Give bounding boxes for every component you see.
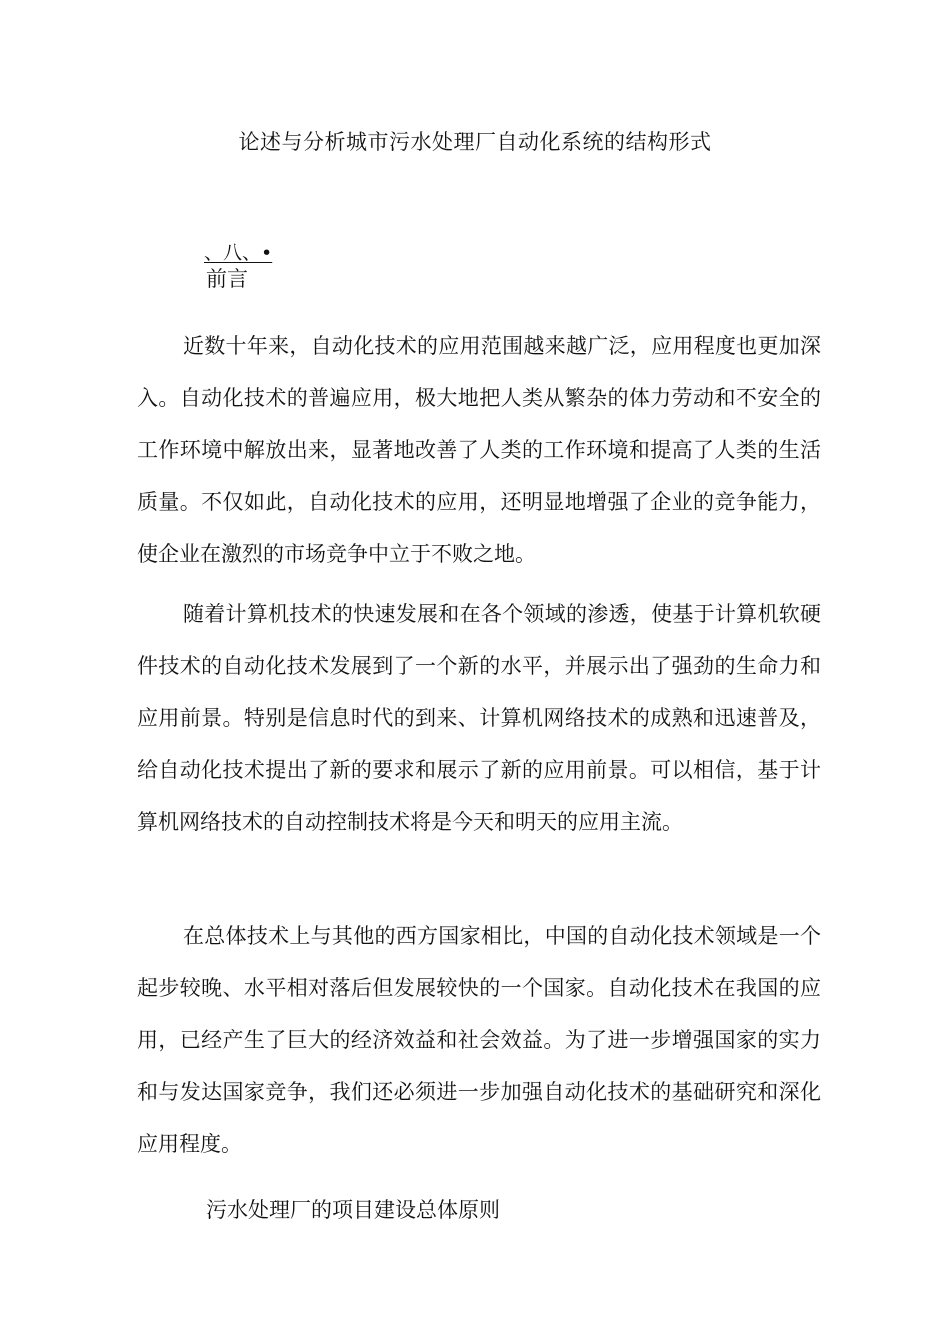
section-heading-principles: 污水处理厂的项目建设总体原则 xyxy=(206,1198,500,1222)
heading-mark: 、八、• xyxy=(204,242,273,264)
section-heading-preface: 前言 xyxy=(206,267,248,291)
paragraph-2: 随着计算机技术的快速发展和在各个领域的渗透，使基于计算机软硬件技术的自动化技术发展到了一个新的水平，并展示出了强劲的生命力和应用前景。特别是信息时代的到来、计算机网络技术的成熟和迅速普及，给自动化技术提出了新的要求和展示了新的应用前景。可以相信，基于计算机网络技术的自动控制技术将是今天和明天的应用主流。 xyxy=(137,602,821,834)
document-title: 论述与分析城市污水处理厂自动化系统的结构形式 xyxy=(238,130,712,154)
paragraph-1: 近数十年来，自动化技术的应用范围越来越广泛，应用程度也更加深入。自动化技术的普遍应用，极大地把人类从繁杂的体力劳动和不安全的工作环境中解放出来，显著地改善了人类的工作环境和提高了人类的生活质量。不仅如此，自动化技术的应用，还明显地增强了企业的竞争能力，使企业在激烈的市场竞争中立于不败之地。 xyxy=(137,334,821,566)
paragraph-3: 在总体技术上与其他的西方国家相比，中国的自动化技术领域是一个起步较晚、水平相对落后但发展较快的一个国家。自动化技术在我国的应用，已经产生了巨大的经济效益和社会效益。为了进一步增强国家的实力和与发达国家竞争，我们还必须进一步加强自动化技术的基础研究和深化应用程度。 xyxy=(137,924,821,1156)
